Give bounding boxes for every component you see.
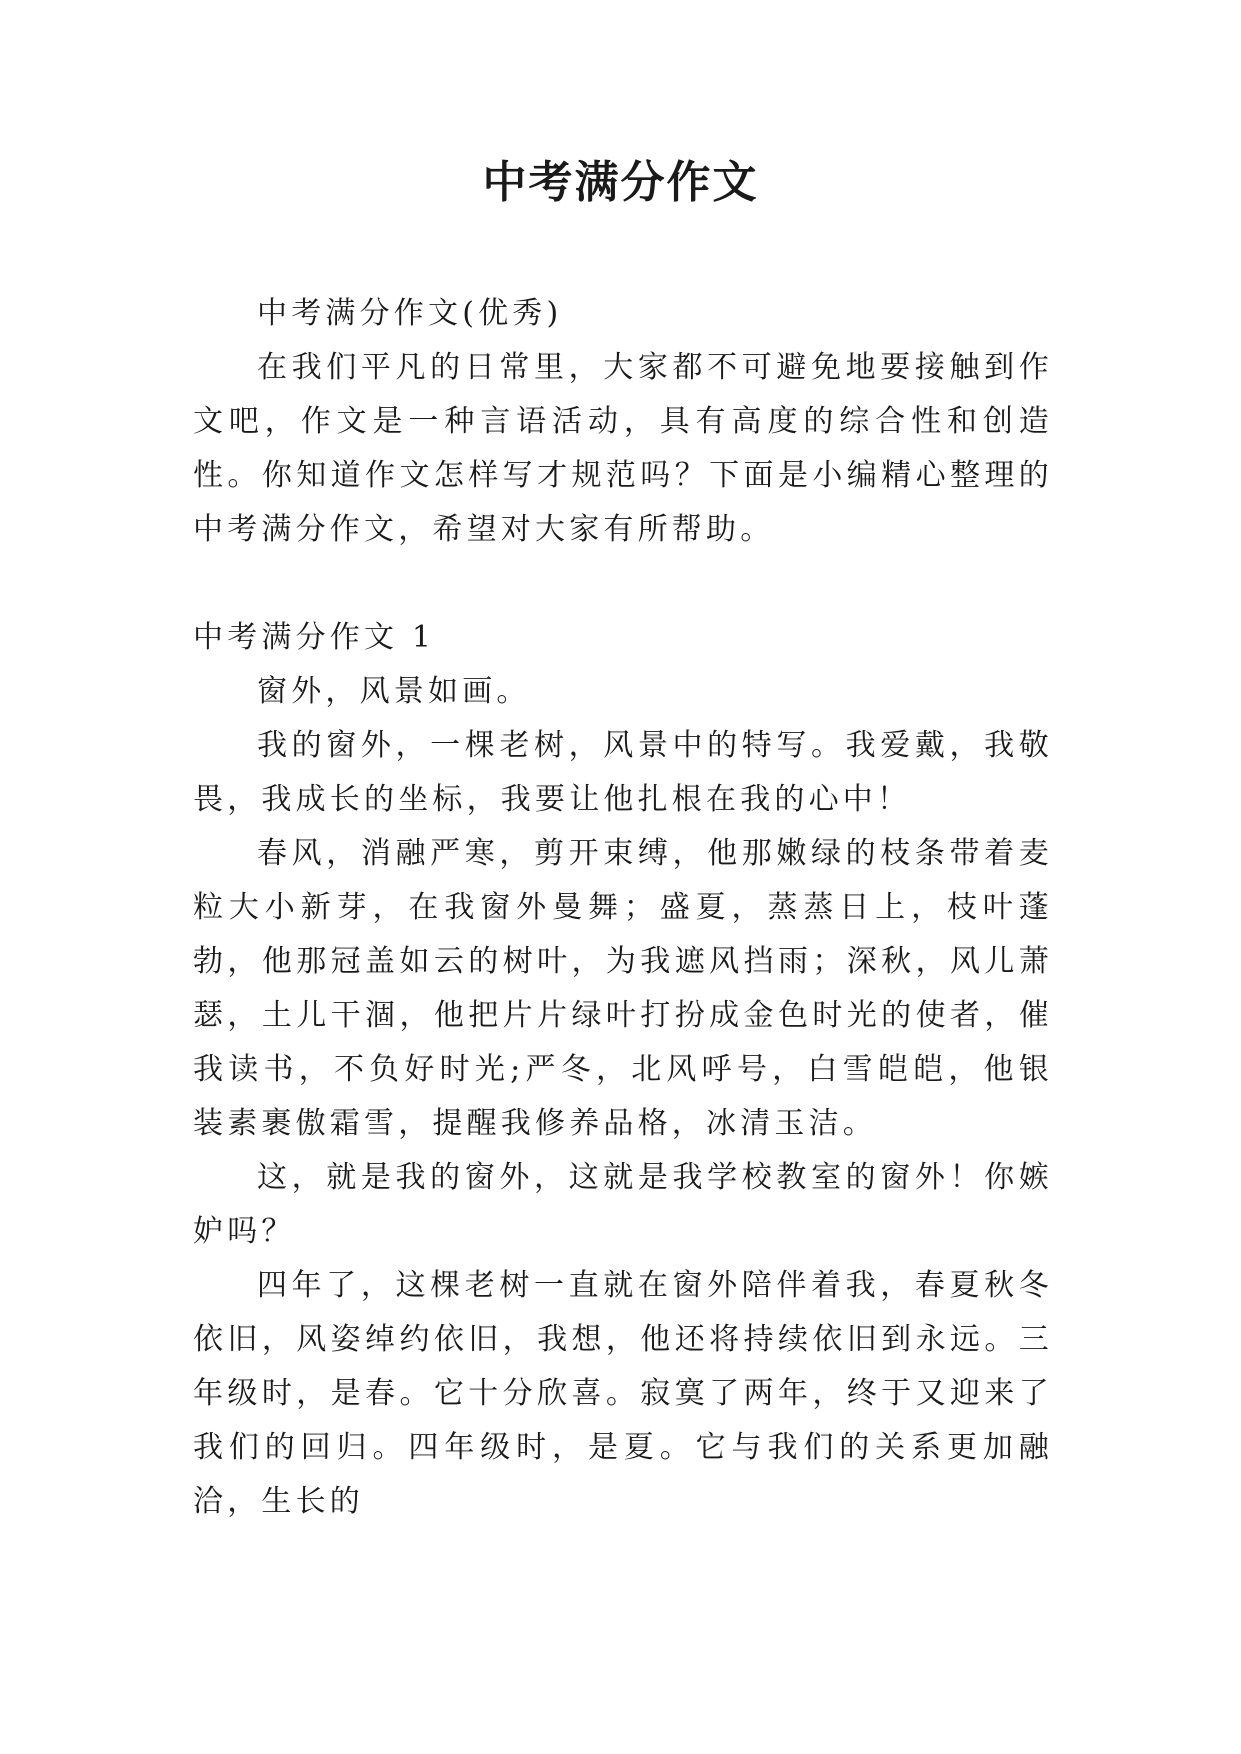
essay-heading: 中考满分作文 1 xyxy=(193,620,436,655)
document-body xyxy=(193,287,1053,1529)
essay-paragraph: 春风，消融严寒，剪开束缚，他那嫩绿的枝条带着麦粒大小新芽，在我窗外曼舞；盛夏，蒸蒸日上，枝叶蓬勃，他那冠盖如云的树叶，为我遮风挡雨；深秋，风儿萧瑟，土儿干涸，他把片片绿叶打扮成金色时光的使者，催我读书，不负好时光;严冬，北风呼号，白雪皑皑，他银装素裹傲霜雪，提醒我修养品格，冰清玉洁。 xyxy=(193,836,1053,1141)
intro-paragraph: 在我们平凡的日常里，大家都不可避免地要接触到作文吧，作文是一种言语活动，具有高度的综合性和创造性。你知道作文怎样写才规范吗？下面是小编精心整理的中考满分作文，希望对大家有所帮助。 xyxy=(193,350,1053,547)
essay-paragraph: 四年了，这棵老树一直就在窗外陪伴着我，春夏秋冬依旧，风姿绰约依旧，我想，他还将持续依旧到永远。三年级时，是春。它十分欣喜。寂寞了两年，终于又迎来了我们的回归。四年级时，是夏。它与我们的关系更加融洽，生长的 xyxy=(193,1268,1053,1519)
document-title: 中考满分作文 xyxy=(482,157,759,208)
essay-paragraph: 这，就是我的窗外，这就是我学校教室的窗外！你嫉妒吗？ xyxy=(193,1160,1053,1249)
intro-subtitle: 中考满分作文(优秀) xyxy=(257,296,563,331)
essay-paragraph: 我的窗外，一棵老树，风景中的特写。我爱戴，我敬畏，我成长的坐标，我要让他扎根在我的心中！ xyxy=(193,728,1053,817)
essay-paragraph: 窗外，风景如画。 xyxy=(257,674,531,709)
